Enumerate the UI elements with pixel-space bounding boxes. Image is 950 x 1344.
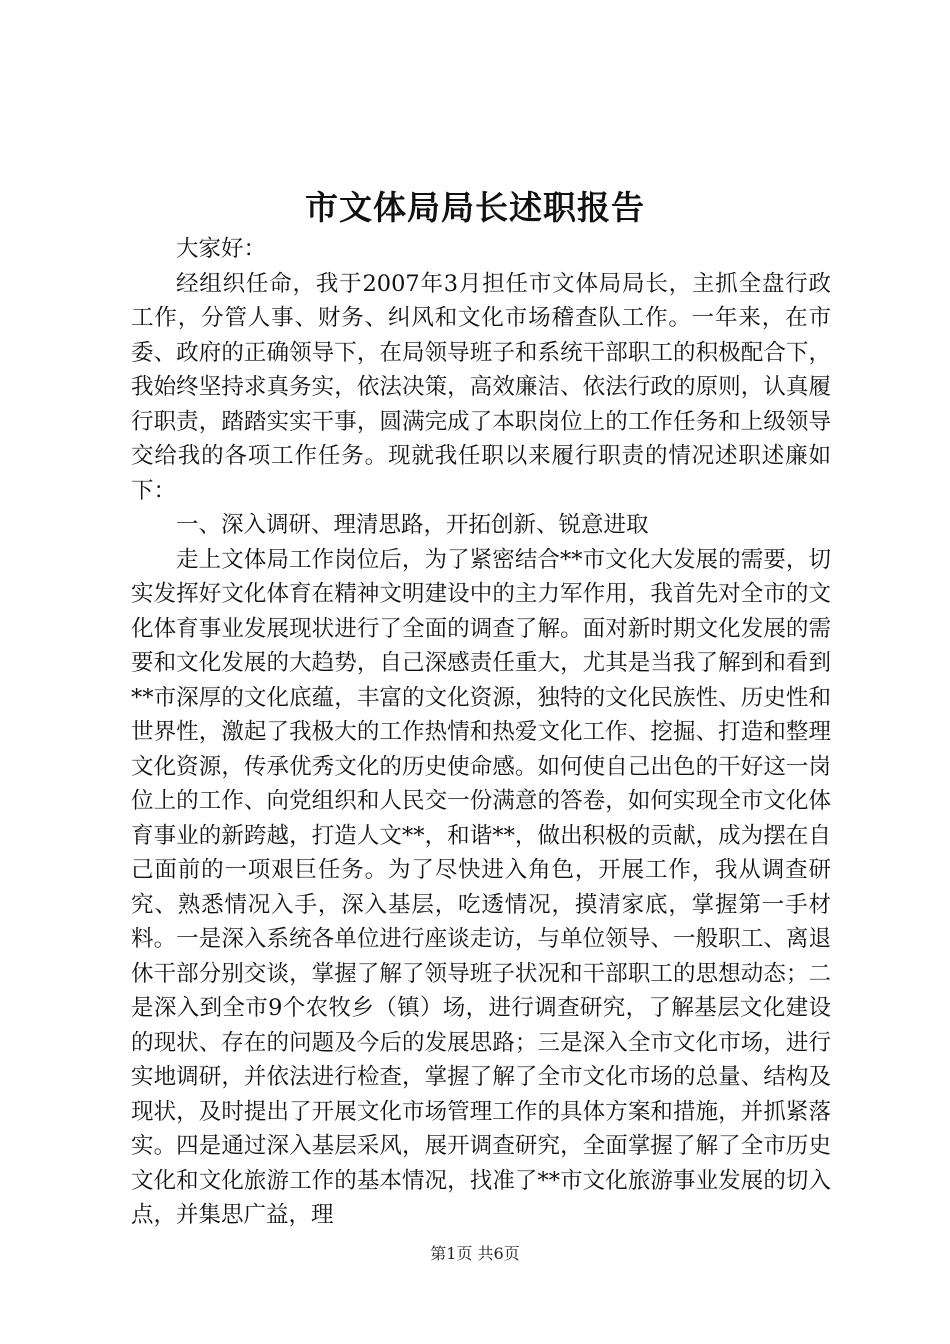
paragraph-section-1: 走上文体局工作岗位后，为了紧密结合**市文化大发展的需要，切实发挥好文化体育在精神文明建设中的主力军作用，我首先对全市的文化体育事业发展现状进行了全面的调查了解。面对新时期文化发展的需要和文化发展的大趋势，自己深感责任重大，尤其是当我了解到和看到**市深厚的文化底蕴，丰富的文化资源，独特的文化民族性、历史性和世界性，激起了我极大的工作热情和热爱文化工作、挖掘、打造和整理文化资源，传承优秀文化的历史使命感。如何使自己出色的干好这一岗位上的工作、向党组织和人民交一份满意的答卷，如何实现全市文化体育事业的新跨越，打造人文**，和谐**，做出积极的贡献，成为摆在自己面前的一项艰巨任务。为了尽快进入角色，开展工作，我从调查研究、熟悉情况入手，深入基层，吃透情况，摸清家底，掌握第一手材料。一是深入系统各单位进行座谈走访，与单位领导、一般职工、离退休干部分别交谈，掌握了解了领导班子状况和干部职工的思想动态；二是深入到全市9个农牧乡（镇）场，进行调查研究，了解基层文化建设的现状、存在的问题及今后的发展思路；三是深入全市文化市场，进行实地调研，并依法进行检查，掌握了解了全市文化市场的总量、结构及现状，及时提出了开展文化市场管理工作的具体方案和措施，并抓紧落实。四是通过深入基层采风，展开调查研究，全面掌握了解了全市历史文化和文化旅游工作的基本情况，找准了**市文化旅游事业发展的切入点，并集思广益，理 xyxy=(131,546,831,1228)
document-body xyxy=(131,232,831,1233)
paragraph-intro: 经组织任命，我于2007年3月担任市文体局局长，主抓全盘行政工作，分管人事、财务、纠风和文化市场稽查队工作。一年来，在市委、政府的正确领导下，在局领导班子和系统干部职工的积极配合下，我始终坚持求真务实，依法决策，高效廉洁、依法行政的原则，认真履行职责，踏踏实实干事，圆满完成了本职岗位上的工作任务和上级领导交给我的各项工作任务。现就我任职以来履行职责的情况述职述廉如下： xyxy=(131,270,831,504)
document-title: 市文体局局长述职报告 xyxy=(305,188,645,227)
page-footer: 第1页 共6页 xyxy=(430,1244,520,1263)
paragraph-greeting: 大家好： xyxy=(176,236,267,262)
section-heading-1: 一、深入调研、理清思路，开拓创新、锐意进取 xyxy=(176,512,649,538)
